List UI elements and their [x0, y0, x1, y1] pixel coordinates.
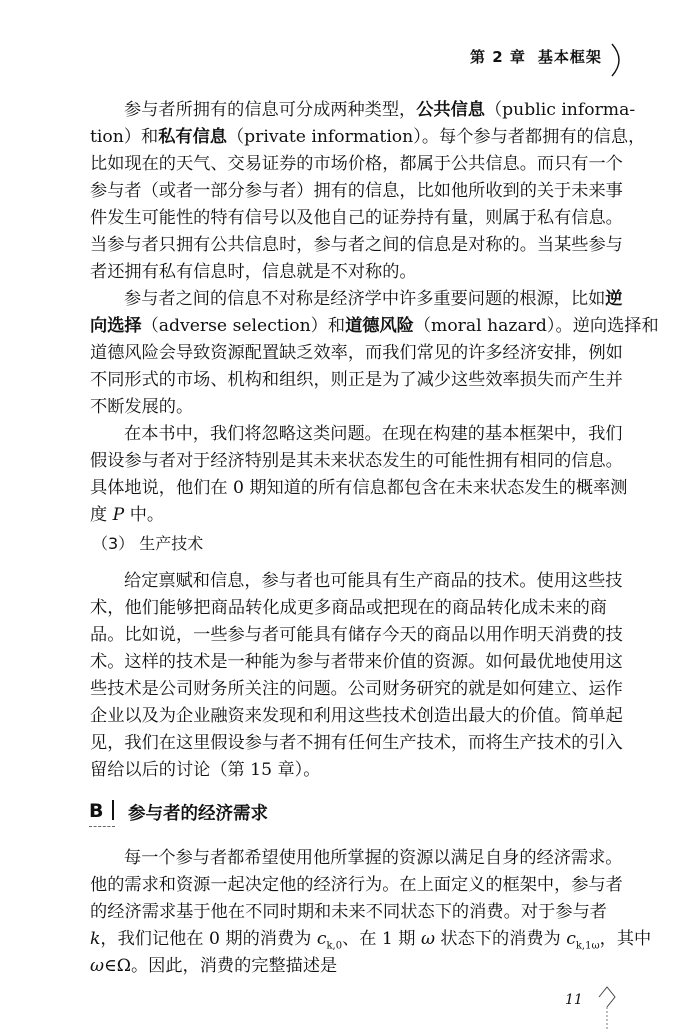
section-title: 参与者的经济需求 — [128, 804, 268, 824]
text-line: 假设参与者对于经济特别是其未来状态发生的可能性拥有相同的信息。 — [90, 451, 623, 471]
text-line: 的经济需求基于他在不同时期和未来不同状态下的消费。对于参与者 — [90, 902, 607, 922]
text-line: 向选择（adverse selection）和道德风险（moral hazard）。逆向选择和 — [90, 316, 659, 336]
text-line: 留给以后的讨论（第 15 章）。 — [90, 760, 321, 780]
term-private-info: 私有信息 — [158, 127, 227, 147]
text-line: 参与者（或者一部分参与者）拥有的信息，比如他所收到的关于未来事 — [90, 181, 623, 201]
text-line: 参与者之间的信息不对称是经济学中许多重要问题的根源，比如逆 — [124, 289, 623, 309]
subsection-heading: （3） 生产技术 — [92, 534, 204, 553]
running-header — [470, 46, 602, 67]
text-line: 不同形式的市场、机构和组织，则正是为了减少这些效率损失而产生并 — [90, 370, 623, 390]
text-line: 每一个参与者都希望使用他所掌握的资源以满足自身的经济需求。 — [124, 848, 623, 868]
section-marker-bar — [112, 800, 114, 820]
text-line: 品。比如说，一些参与者可能具有储存今天的商品以用作明天消费的技 — [90, 625, 623, 645]
chapter-number: 第 2 章 — [470, 48, 526, 66]
text-line: 见，我们在这里假设参与者不拥有任何生产技术，而将生产技术的引入 — [90, 733, 623, 753]
text-line: 给定禀赋和信息，参与者也可能具有生产商品的技术。使用这些技 — [124, 571, 623, 591]
text-line: 道德风险会导致资源配置缺乏效率，而我们常见的许多经济安排，例如 — [90, 343, 623, 363]
text-line: 些技术是公司财务所关注的问题。公司财务研究的就是如何建立、运作 — [90, 679, 623, 699]
section-letter: B — [89, 800, 104, 822]
text-line: 在本书中，我们将忽略这类问题。在现在构建的基本框架中，我们 — [124, 424, 623, 444]
text-line: 度 P 中。 — [90, 505, 165, 525]
text-line: 具体地说，他们在 0 期知道的所有信息都包含在未来状态发生的概率测 — [90, 478, 628, 498]
text-line: 不断发展的。 — [90, 397, 194, 417]
text-line: 术。这样的技术是一种能为参与者带来价值的资源。如何最优地使用这 — [90, 652, 623, 672]
diamond-ornament — [587, 985, 627, 1030]
text-line: 他的需求和资源一起决定他的经济行为。在上面定义的框架中，参与者 — [90, 875, 623, 895]
page-number: 11 — [565, 992, 583, 1008]
text-line: k，我们记他在 0 期的消费为 $c_{k,0}$、在 1 期 ω 状态下的消费为 $c_{k,1\omega}$，其中 — [90, 929, 652, 952]
header-arc-ornament — [600, 40, 630, 80]
text-line: 当参与者只拥有公共信息时，参与者之间的信息是对称的。当某些参与 — [90, 235, 623, 255]
text-line: 参与者所拥有的信息可分成两种类型，公共信息（public informa- — [124, 100, 636, 120]
term-adverse-selection: 向选择 — [90, 316, 142, 336]
text-line: 件发生可能性的特有信号以及他自己的证券持有量，则属于私有信息。 — [90, 208, 623, 228]
term-public-info: 公共信息 — [416, 100, 485, 120]
text-line: 企业以及为企业融资来发现和利用这些技术创造出最大的价值。简单起 — [90, 706, 623, 726]
term-moral-hazard: 道德风险 — [345, 316, 414, 336]
text-line: 比如现在的天气、交易证券的市场价格，都属于公共信息。而只有一个 — [90, 154, 623, 174]
chapter-title: 基本框架 — [537, 48, 602, 66]
section-marker-underline — [89, 826, 115, 827]
text-line: tion）和私有信息（private information）。每个参与者都拥有的信息， — [90, 127, 646, 147]
text-line: 者还拥有私有信息时，信息就是不对称的。 — [90, 262, 417, 282]
text-line: 术，他们能够把商品转化成更多商品或把现在的商品转化成未来的商 — [90, 598, 607, 618]
text-line: ω∈Ω。因此，消费的完整描述是 — [90, 956, 338, 976]
